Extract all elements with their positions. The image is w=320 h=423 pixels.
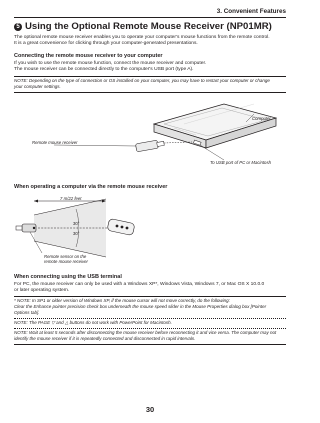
usb-line: For PC, the mouse receiver can only be used with a Windows XP*, Windows Vista, Windows 7, or Mac OS X 10.0.0 xyxy=(14,282,265,287)
xp-note xyxy=(14,298,286,316)
note-divider xyxy=(14,318,286,319)
range-shading xyxy=(34,199,112,257)
reconnect-note xyxy=(14,330,286,342)
intro-paragraph xyxy=(14,35,286,48)
connect-line: If you wish to use the remote mouse function, connect the mouse receiver and computer. xyxy=(14,61,207,66)
reconnect-note-line: identify the mouse receiver if it is repeatedly connected and disconnected in rapid intervals. xyxy=(14,335,196,341)
sensor-label-line: Remote sensor on the xyxy=(44,254,87,259)
section-number-badge: 5 xyxy=(14,23,22,31)
header-rule xyxy=(14,17,286,18)
note-rule xyxy=(14,296,286,297)
sensor-label xyxy=(44,254,88,265)
xp-note-line: Clear the Enhance pointer precision check box underneath the mouse speed slider in the Mouse Properties dialog box [Pointer xyxy=(14,303,267,309)
usb-paragraph xyxy=(14,282,286,295)
intro-line: It is a great convenience for clicking through your computer-generated presentations. xyxy=(14,41,198,47)
note-divider xyxy=(14,328,286,329)
note-rule-bottom xyxy=(14,92,286,93)
laptop-illustration xyxy=(154,104,276,148)
note-rule-top xyxy=(14,76,286,77)
xp-note-line: Options tab]. xyxy=(14,309,40,315)
angle-bottom-label: 30° xyxy=(73,231,80,236)
usb-line: or later operating system. xyxy=(14,288,70,294)
usb-leader xyxy=(200,145,224,160)
section-title: Using the Optional Remote Mouse Receiver (NP01MR) xyxy=(25,21,272,32)
page-button-note: NOTE: The PAGE ▽ and △ buttons do not work with PowerPoint for Macintosh. xyxy=(14,320,172,325)
page-number: 30 xyxy=(145,405,155,414)
reconnect-note-line: NOTE: Wait at least 5 seconds after disconnecting the mouse receiver before reconnecting it and vice versa. The computer may not xyxy=(14,330,277,335)
connect-note-line: NOTE: Depending on the type of connection or OS installed on your computer, you may have to restart your computer or change xyxy=(14,78,270,83)
receiver-illustration xyxy=(135,140,192,152)
sensor-label-line: remote mouse receiver xyxy=(44,259,88,265)
distance-label: 7 m/22 feet xyxy=(60,196,82,201)
connect-line: The mouse receiver can be connected directly to the computer's USB port (type A). xyxy=(14,67,194,73)
remote-control-icon xyxy=(107,218,135,235)
section-heading xyxy=(14,21,272,32)
computer-label: Computer xyxy=(252,116,271,121)
receiver-label: Remote mouse receiver xyxy=(32,140,78,145)
receiver-sensor-icon xyxy=(16,224,36,232)
chapter-title: 3. Convenient Features xyxy=(216,8,286,15)
receiver-leader xyxy=(54,145,136,146)
note-rule xyxy=(14,344,286,345)
usb-label: To USB port of PC or Macintosh xyxy=(210,160,271,165)
xp-note-line: * NOTE: In SP1 or older version of Windows XP, if the mouse cursor will not move correctly, do the following: xyxy=(14,298,230,303)
connect-paragraph xyxy=(14,61,286,74)
usb-heading: When connecting using the USB terminal xyxy=(14,274,122,280)
intro-line: The optional remote mouse receiver enables you to operate your computer's mouse functions from the remote control. xyxy=(14,35,270,40)
connect-note xyxy=(14,78,286,90)
operate-heading: When operating a computer via the remote mouse receiver xyxy=(14,184,168,190)
connect-heading: Connecting the remote mouse receiver to your computer xyxy=(14,53,163,59)
angle-top-label: 30° xyxy=(73,221,80,226)
connect-note-line: your computer settings. xyxy=(14,83,61,89)
